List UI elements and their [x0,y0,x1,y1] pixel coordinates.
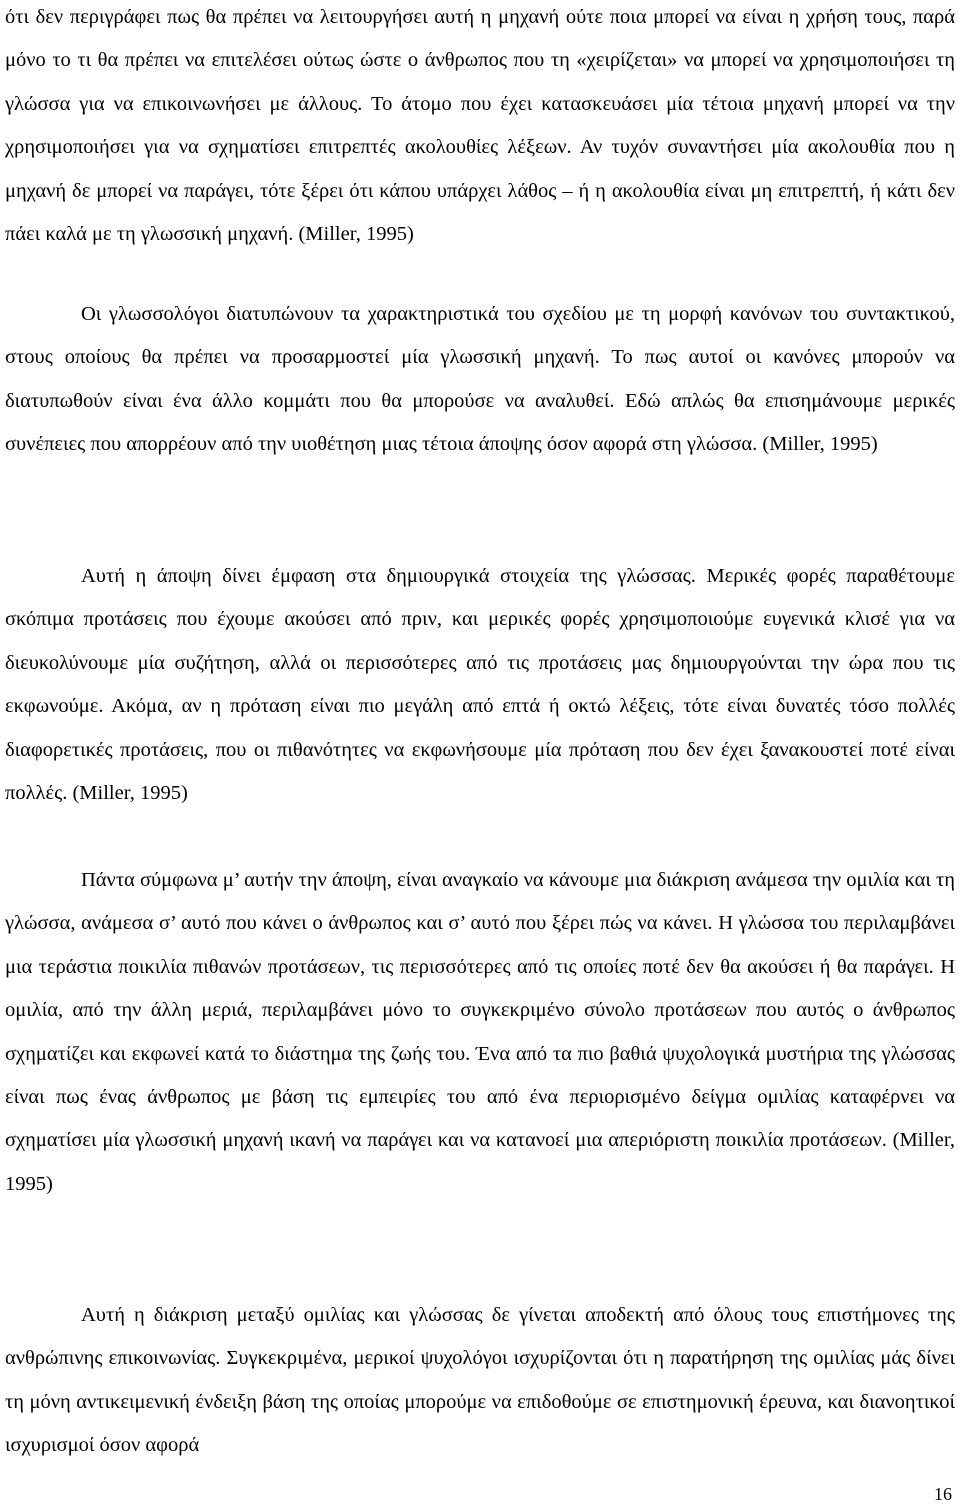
paragraph-1: ότι δεν περιγράφει πως θα πρέπει να λειτουργήσει αυτή η μηχανή ούτε ποια μπορεί να είναι η χρήση τους, παρά μόνο το τι θα πρέπει να επιτελέσει ούτως ώστε ο άνθρωπος που τη «χειρίζεται» να μπορεί να χρησιμοποιήσει τη γλώσσα για να επικοινωνήσει με άλλους. Το άτομο που έχει κατασκευάσει μία τέτοια μηχανή μπορεί να την χρησιμοποιήσει για να σχηματίσει επιτρεπτές ακολουθίες λέξεων. Αν τυχόν συναντήσει μία ακολουθία που η μηχανή δε μπορεί να παράγει, τότε ξέρει ότι κάπου υπάρχει λάθος – ή η ακολουθία είναι μη επιτρεπτή, ή κάτι δεν πάει καλά με τη γλωσσική μηχανή. (Miller, 1995) [5,6,955,246]
page-number: 16 [934,1484,952,1504]
paragraph-4: Πάντα σύμφωνα μ’ αυτήν την άποψη, είναι αναγκαίο να κάνουμε μια διάκριση ανάμεσα την ομιλία και τη γλώσσα, ανάμεσα σ’ αυτό που κάνει ο άνθρωπος και σ’ αυτό που ξέρει πώς να κάνει. Η γλώσσα του περιλαμβάνει μια τεράστια ποικιλία πιθανών προτάσεων, τις περισσότερες από τις οποίες ποτέ δεν θα ακούσει ή θα παράγει. Η ομιλία, από την άλλη μεριά, περιλαμβάνει μόνο το συγκεκριμένο σύνολο προτάσεων που αυτός ο άνθρωπος σχηματίζει και εκφωνεί κατά το διάστημα της ζωής του. Ένα από τα πιο βαθιά ψυχολογικά μυστήρια της γλώσσας είναι πως ένας άνθρωπος με βάση τις εμπειρίες του από ένα περιορισμένο δείγμα ομιλίας καταφέρνει να σχηματίσει μία γλωσσική μηχανή ικανή να παράγει και να κατανοεί μια απεριόριστη ποικιλία προτάσεων. (Miller, 1995) [5,869,955,1195]
paragraph-3: Αυτή η άποψη δίνει έμφαση στα δημιουργικά στοιχεία της γλώσσας. Μερικές φορές παραθέτουμε σκόπιμα προτάσεις που έχουμε ακούσει από πριν, και μερικές φορές χρησιμοποιούμε ευγενικά κλισέ για να διευκολύνουμε μία συζήτηση, αλλά οι περισσότερες από τις προτάσεις μας δημιουργούνται την ώρα που τις εκφωνούμε. Ακόμα, αν η πρόταση είναι πιο μεγάλη από επτά ή οκτώ λέξεις, τότε είναι δυνατές τόσο πολλές διαφορετικές προτάσεις, που οι πιθανότητες να εκφωνήσουμε μία πρόταση που δεν έχει ξανακουστεί ποτέ είναι πολλές. (Miller, 1995) [5,565,955,805]
paragraph-5: Αυτή η διάκριση μεταξύ ομιλίας και γλώσσας δε γίνεται αποδεκτή από όλους τους επιστήμονες της ανθρώπινης επικοινωνίας. Συγκεκριμένα, μερικοί ψυχολόγοι ισχυρίζονται ότι η παρατήρηση της ομιλίας μάς δίνει τη μόνη αντικειμενική ένδειξη βάση της οποίας μπορούμε να επιδοθούμε σε επιστημονική έρευνα, και διανοητικοί ισχυρισμοί όσον αφορά [5,1304,955,1457]
paragraph-2: Οι γλωσσολόγοι διατυπώνουν τα χαρακτηριστικά του σχεδίου με τη μορφή κανόνων του συντακτικού, στους οποίους θα πρέπει να προσαρμοστεί μία γλωσσική μηχανή. Το πως αυτοί οι κανόνες μπορούν να διατυπωθούν είναι ένα άλλο κομμάτι που θα μπορούσε να αναλυθεί. Εδώ απλώς θα επισημάνουμε μερικές συνέπειες που απορρέουν από την υιοθέτηση μιας τέτοια άποψης όσον αφορά στη γλώσσα. (Miller, 1995) [5,303,955,456]
